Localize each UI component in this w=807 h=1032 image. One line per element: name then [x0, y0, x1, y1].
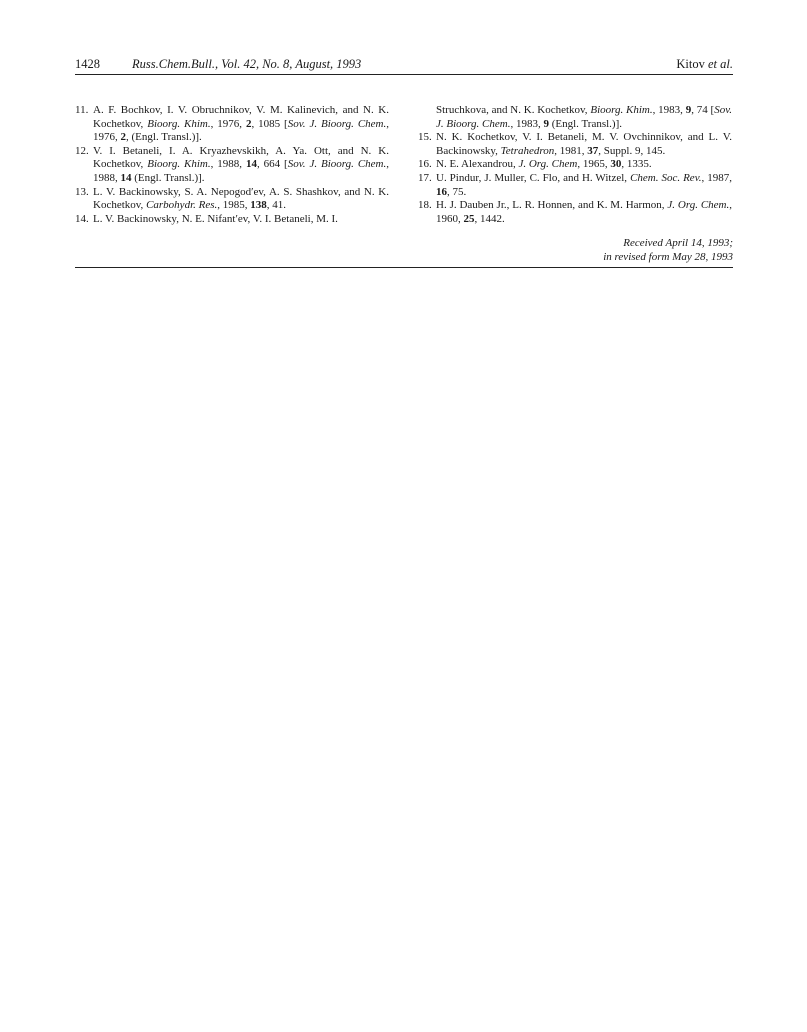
- page-number: 1428: [75, 57, 100, 71]
- reference-11: 11. A. F. Bochkov, I. V. Obruchnikov, V. M. Kalinevich, and N. K. Kochetkov, Bioorg. Khim., 1976, 2, 1085 [Sov. J. Bioorg. Chem., 1976, 2, (Engl. Transl.)].: [75, 104, 389, 144]
- revised-date: in revised form May 28, 1993: [603, 250, 733, 263]
- reference-13: 13. L. V. Backinowsky, S. A. Nepogod′ev, A. S. Shashkov, and N. K. Kochetkov, Carbohydr. Res., 1985, 138, 41.: [75, 185, 389, 212]
- reference-number: 14.: [75, 212, 89, 225]
- journal-citation: Russ.Chem.Bull., Vol. 42, No. 8, August, 1993: [132, 57, 362, 71]
- author-name: Kitov: [676, 57, 705, 71]
- reference-12: 12. V. I. Betaneli, I. A. Kryazhevskikh, A. Ya. Ott, and N. K. Kochetkov, Bioorg. Khim., 1988, 14, 664 [Sov. J. Bioorg. Chem., 1988, 14 (Engl. Transl.)].: [75, 144, 389, 184]
- reference-number: 13.: [75, 185, 89, 198]
- reference-16: 16. N. E. Alexandrou, J. Org. Chem, 1965, 30, 1335.: [418, 158, 652, 171]
- reference-number: 11.: [75, 104, 89, 116]
- reference-14: 14. L. V. Backinowsky, N. E. Nifant′ev, V. I. Betaneli, M. I.: [75, 212, 338, 225]
- references-column-left: [75, 104, 389, 226]
- reference-number: 18.: [418, 199, 432, 212]
- reference-15: 15. N. K. Kochetkov, V. I. Betaneli, M. V. Ovchinnikov, and L. V. Backinowsky, Tetrahedron, 1981, 37, Suppl. 9, 145.: [418, 131, 732, 157]
- running-authors: [676, 56, 733, 72]
- header-rule: [75, 74, 733, 75]
- reference-number: 15.: [418, 131, 432, 144]
- received-dates: [603, 237, 733, 264]
- author-suffix: et al.: [708, 57, 733, 71]
- received-date: Received April 14, 1993;: [623, 237, 733, 249]
- reference-number: 17.: [418, 171, 432, 184]
- references-column-right: [418, 104, 732, 226]
- reference-17: 17. U. Pindur, J. Muller, C. Flo, and H. Witzel, Chem. Soc. Rev., 1987, 16, 75.: [418, 171, 733, 198]
- end-rule: [75, 267, 733, 268]
- reference-number: 16.: [418, 158, 432, 171]
- reference-number: 12.: [75, 144, 89, 157]
- reference-18: 18. H. J. Dauben Jr., L. R. Honnen, and K. M. Harmon, J. Org. Chem., 1960, 25, 1442.: [418, 199, 732, 225]
- reference-14-continued: Struchkova, and N. K. Kochetkov, Bioorg. Khim., 1983, 9, 74 [Sov. J. Bioorg. Chem., 1983, 9 (Engl. Transl.)].: [436, 104, 733, 130]
